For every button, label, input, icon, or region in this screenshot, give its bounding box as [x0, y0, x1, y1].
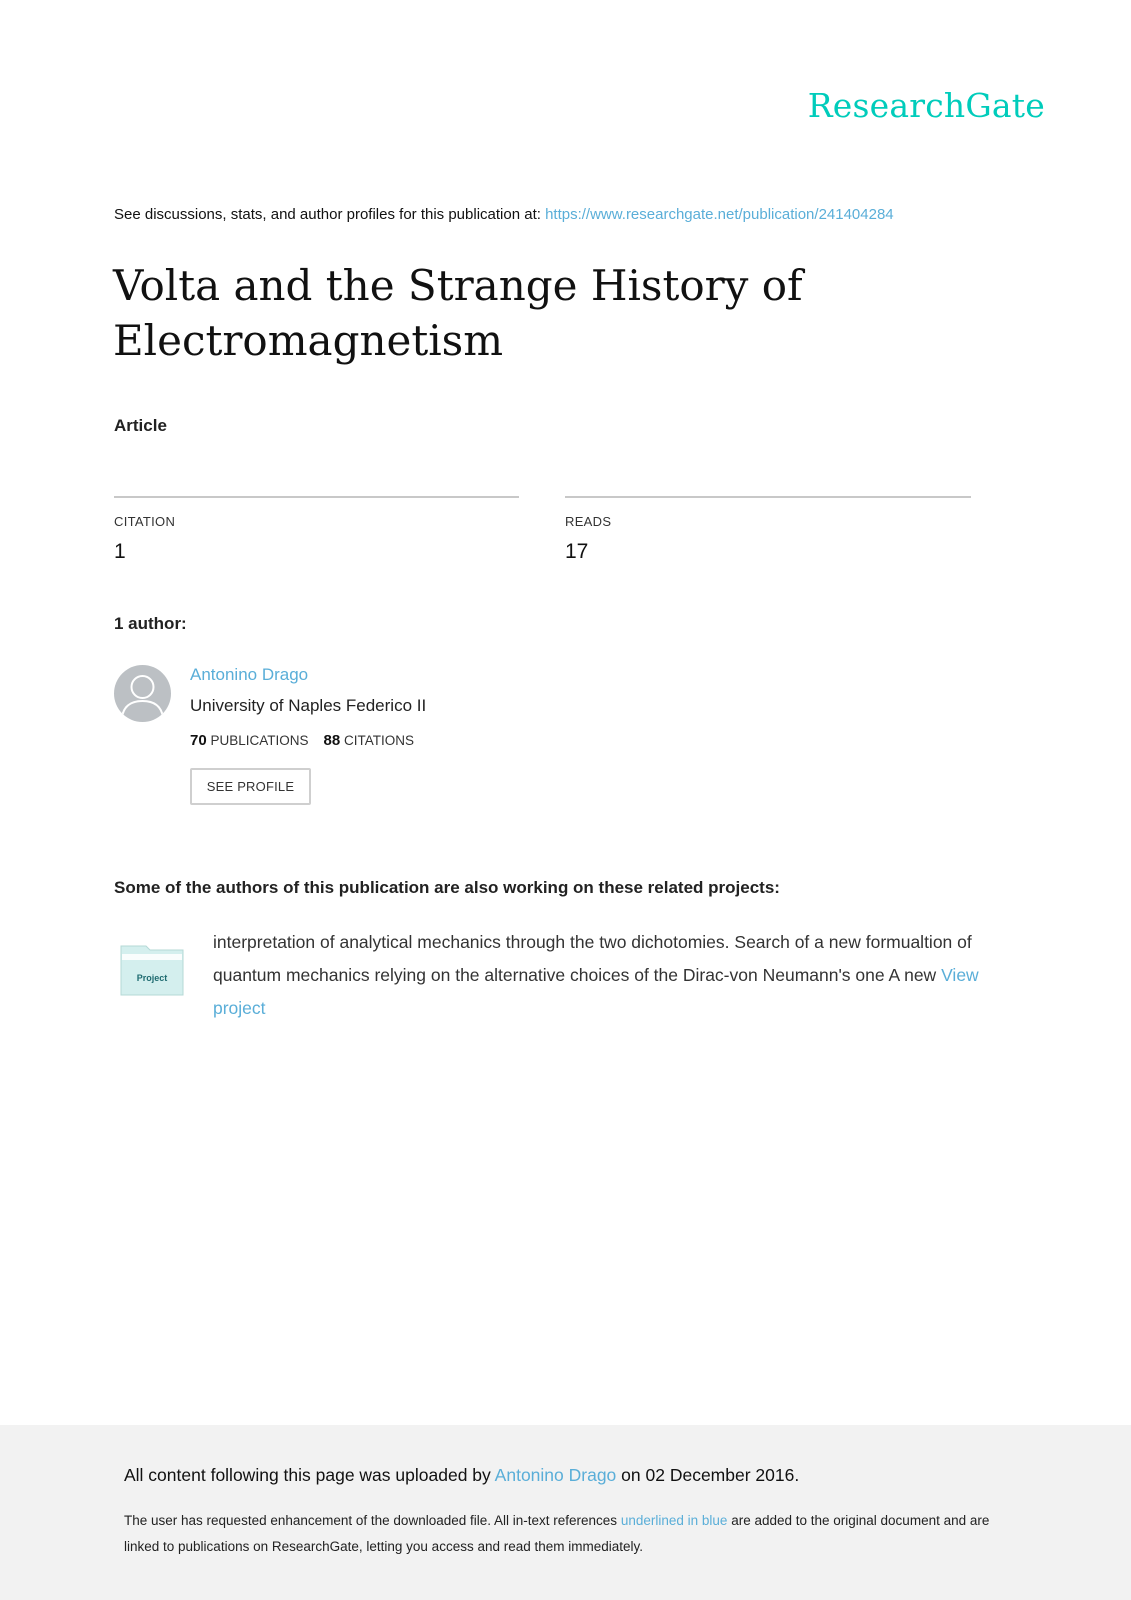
publication-type: Article [114, 416, 167, 435]
uploaded-prefix: All content following this page was uploaded by [124, 1465, 491, 1485]
enhancement-note [124, 1508, 1024, 1560]
author-citations-count: 88 [323, 732, 341, 749]
author-publications-count: 70 [190, 732, 207, 749]
reads-stat [565, 496, 971, 564]
author-publications-label: PUBLICATIONS [210, 733, 309, 748]
citation-label: CITATION [114, 514, 176, 529]
reads-value: 17 [565, 540, 589, 563]
uploaded-suffix: on 02 December 2016. [621, 1465, 800, 1485]
project-folder-icon [120, 942, 184, 996]
uploader-link[interactable]: Antonino Drago [494, 1465, 617, 1485]
default-user-avatar-icon[interactable] [114, 665, 171, 722]
project-description [213, 926, 1013, 1025]
related-projects-heading: Some of the authors of this publication are also working on these related projects: [114, 878, 780, 897]
citation-value: 1 [114, 540, 126, 563]
author-stats [190, 732, 414, 749]
see-discussions-text: See discussions, stats, and author profiles for this publication at: [114, 206, 541, 223]
see-profile-button[interactable]: SEE PROFILE [190, 768, 311, 805]
author-name-link[interactable]: Antonino Drago [190, 665, 309, 684]
project-text: interpretation of analytical mechanics through the two dichotomies. Search of a new formualtion of quantum mechanics relying on the alternative choices of the Dirac-von Neumann's one A new [213, 932, 972, 985]
authors-heading: 1 author: [114, 614, 187, 633]
note-prefix: The user has requested enhancement of the downloaded file. All in-text references [124, 1513, 618, 1528]
project-icon-label: Project [136, 973, 168, 983]
publication-title: Volta and the Strange History of Electromagnetism [113, 261, 803, 365]
publication-url-line [114, 206, 894, 223]
reads-label: READS [565, 514, 612, 529]
citation-stat [114, 496, 519, 564]
publication-url-link[interactable]: https://www.researchgate.net/publication/241404284 [545, 206, 894, 223]
note-suffix: are added to the original document and are linked to publications on ResearchGate, letting you access and read them immediately. [124, 1513, 990, 1554]
note-link-text: underlined in blue [620, 1513, 728, 1528]
view-project-link[interactable]: View project [213, 965, 979, 1018]
author-institution: University of Naples Federico II [190, 696, 427, 715]
footer [0, 1425, 1131, 1600]
author-citations-label: CITATIONS [343, 733, 414, 748]
researchgate-logo[interactable]: ResearchGate [807, 86, 1045, 125]
uploaded-by-line [124, 1465, 799, 1486]
